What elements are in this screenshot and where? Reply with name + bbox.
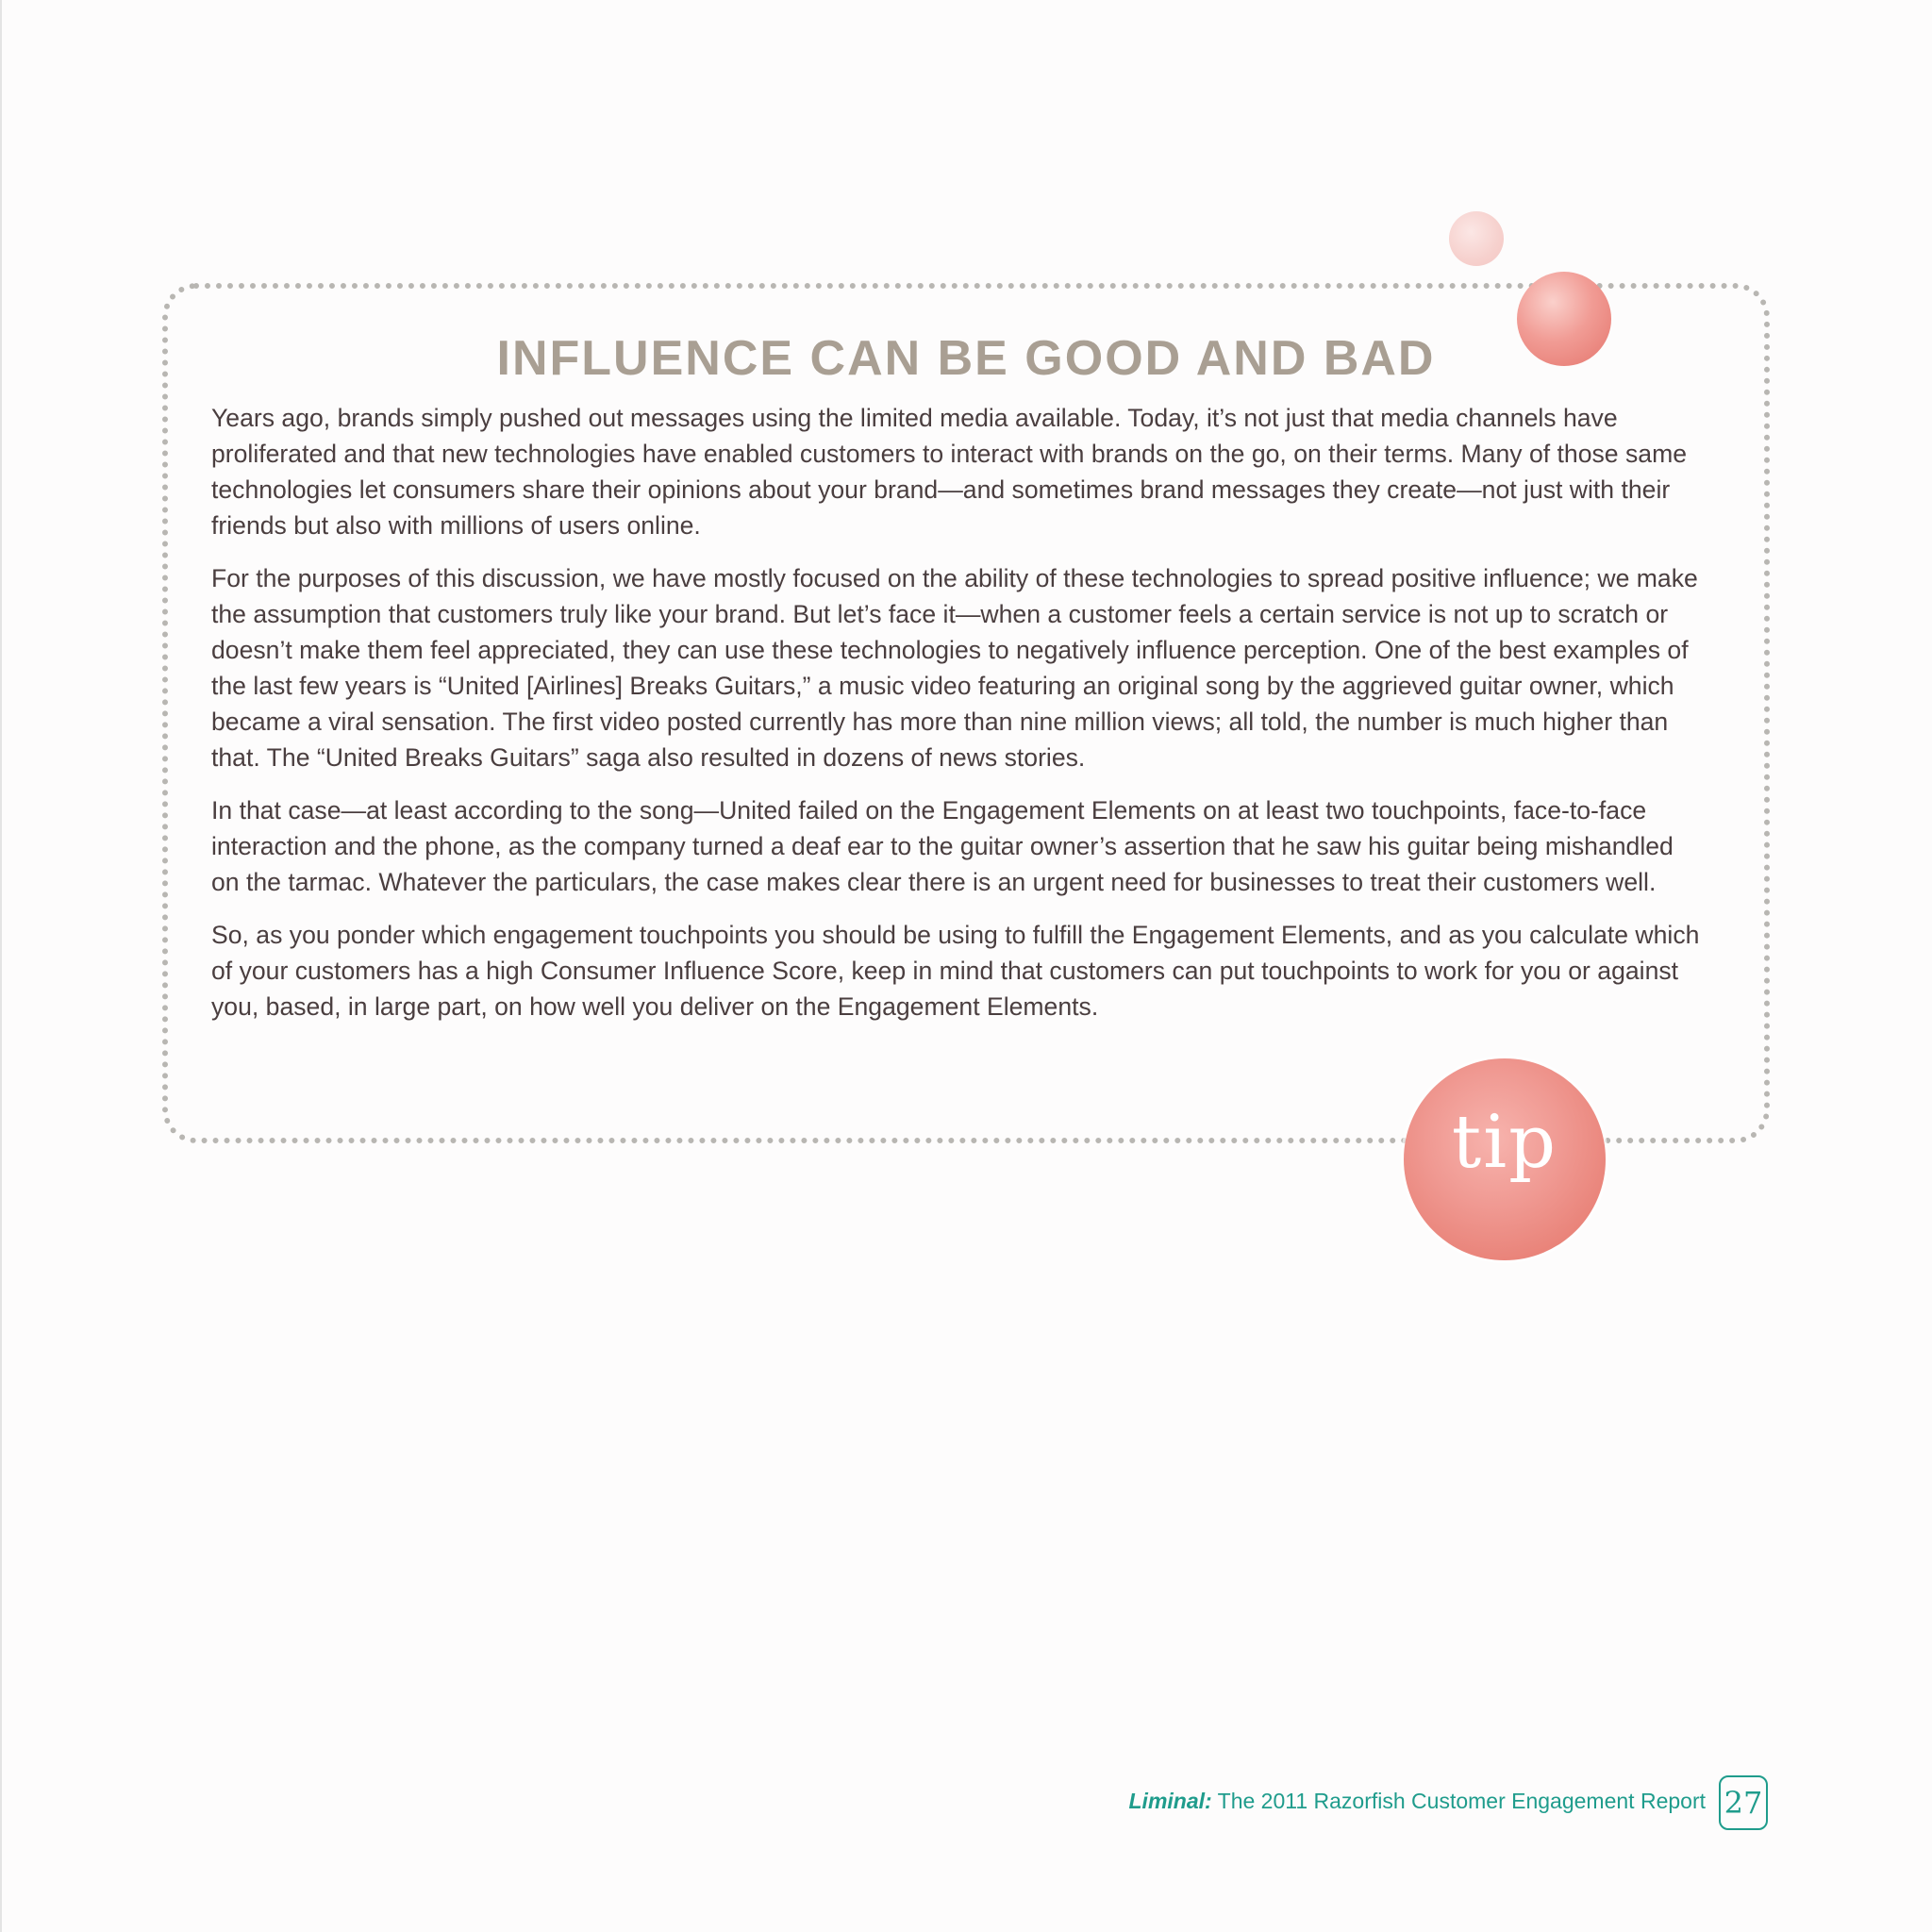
paragraph-1: Years ago, brands simply pushed out messages using the limited media available. Today, it’s not just that media channels have proliferated and that new technologies have enabled customers to interact with brands on the go, on their terms. Many of those same technologies let consumers share their opinions about your brand—and sometimes brand messages they create—not just with their friends but also with millions of users online. (211, 404, 1688, 540)
paragraph-4: So, as you ponder which engagement touchpoints you should be using to fulfill the Engagement Elements, and as you calculate which of your customers has a high Consumer Influence Score, keep in mind that customers can put touchpoints to work for you or against you, based, in large part, on how well you deliver on the Engagement Elements. (211, 921, 1700, 1021)
footer-report-title (1129, 1789, 1707, 1814)
page-number: 27 (1719, 1775, 1768, 1830)
tip-badge-label: tip (1451, 1100, 1558, 1185)
decorative-bubble-small (1449, 211, 1504, 266)
paragraph-2: For the purposes of this discussion, we have mostly focused on the ability of these technologies to spread positive influence; we make the assumption that customers truly like your brand. But let’s face it—when a customer feels a certain service is not up to scratch or doesn’t make them feel appreciated, they can use these technologies to negatively influence perception. One of the best examples of the last few years is “United [Airlines] Breaks Guitars,” a music video featuring an original song by the aggrieved guitar owner, which became a viral sensation. The first video posted currently has more than nine million views; all told, the number is much higher than that. The “United Breaks Guitars” saga also resulted in dozens of news stories. (211, 564, 1698, 772)
page-edge (0, 0, 2, 1932)
paragraph-3: In that case—at least according to the song—United failed on the Engagement Elements on at least two touchpoints, face-to-face interaction and the phone, as the company turned a deaf ear to the guitar owner’s assertion that he saw his guitar being mishandled on the tarmac. Whatever the particulars, the case makes clear there is an urgent need for businesses to treat their customers well. (211, 796, 1674, 896)
footer-brand: Liminal: (1128, 1789, 1212, 1813)
footer-title: The 2011 Razorfish Customer Engagement Report (1211, 1789, 1706, 1813)
tip-heading: INFLUENCE CAN BE GOOD AND BAD (496, 331, 1436, 386)
tip-body (211, 400, 1704, 1041)
